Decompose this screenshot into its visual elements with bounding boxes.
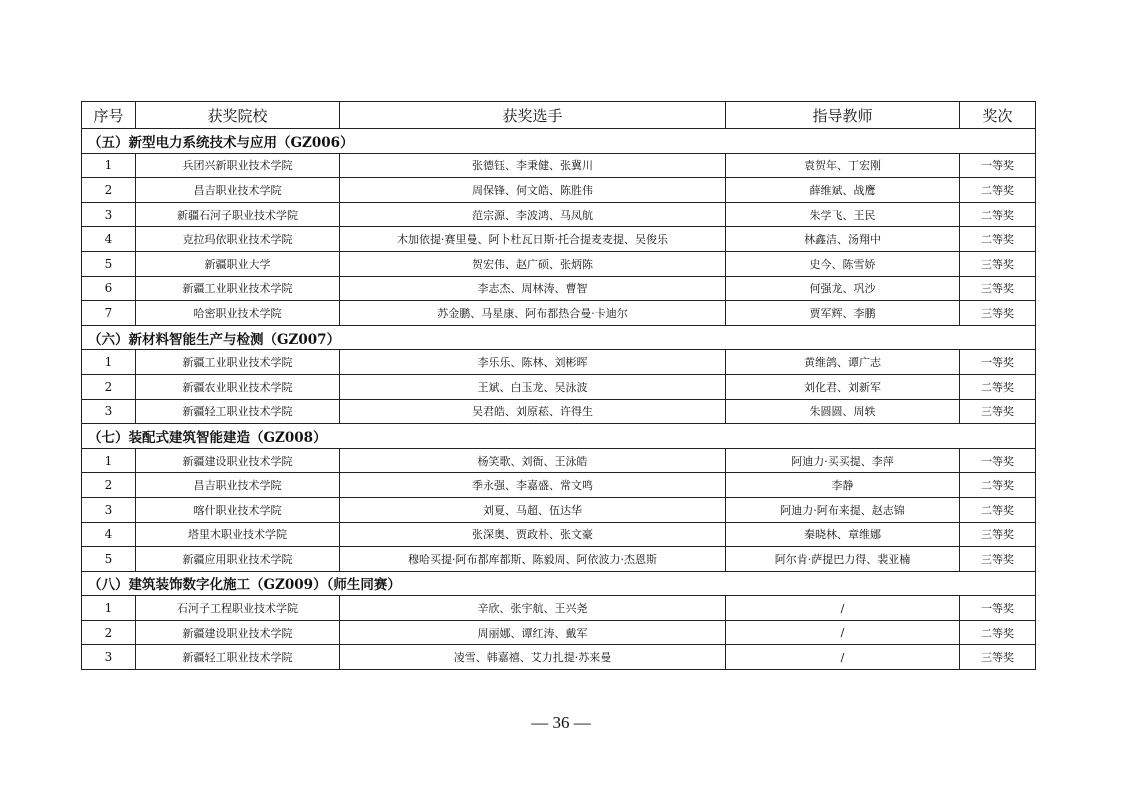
cell-award: 三等奖 xyxy=(960,522,1036,547)
cell-school: 新疆工业职业技术学院 xyxy=(136,276,340,301)
table-row xyxy=(82,374,1036,399)
cell-award: 二等奖 xyxy=(960,178,1036,203)
cell-award: 三等奖 xyxy=(960,251,1036,276)
cell-teachers: 阿迪力·阿布来提、赵志锦 xyxy=(726,497,960,522)
cell-seq: 4 xyxy=(82,227,136,252)
section-row xyxy=(82,571,1036,596)
cell-award: 三等奖 xyxy=(960,399,1036,424)
table-header-row xyxy=(82,102,1036,129)
cell-seq: 2 xyxy=(82,620,136,645)
table-row xyxy=(82,276,1036,301)
cell-school: 新疆建设职业技术学院 xyxy=(136,448,340,473)
cell-teachers: 刘化君、刘新军 xyxy=(726,374,960,399)
cell-school: 新疆石河子职业技术学院 xyxy=(136,202,340,227)
cell-school: 昌吉职业技术学院 xyxy=(136,178,340,203)
cell-award: 一等奖 xyxy=(960,448,1036,473)
cell-award: 三等奖 xyxy=(960,276,1036,301)
cell-school: 兵团兴新职业技术学院 xyxy=(136,153,340,178)
cell-award: 二等奖 xyxy=(960,227,1036,252)
section-row xyxy=(82,325,1036,350)
header-teachers: 指导教师 xyxy=(726,102,960,129)
cell-award: 一等奖 xyxy=(960,153,1036,178)
table-row xyxy=(82,153,1036,178)
cell-students: 张德钰、李秉健、张冀川 xyxy=(340,153,726,178)
cell-award: 三等奖 xyxy=(960,301,1036,326)
table-row xyxy=(82,448,1036,473)
cell-teachers: 阿迪力·买买提、李萍 xyxy=(726,448,960,473)
cell-seq: 2 xyxy=(82,473,136,498)
header-seq: 序号 xyxy=(82,102,136,129)
cell-seq: 5 xyxy=(82,251,136,276)
table-row xyxy=(82,399,1036,424)
table-row xyxy=(82,301,1036,326)
cell-school: 新疆农业职业技术学院 xyxy=(136,374,340,399)
cell-school: 新疆职业大学 xyxy=(136,251,340,276)
cell-teachers: / xyxy=(726,620,960,645)
cell-students: 凌雪、韩嘉禧、艾力扎提·苏来曼 xyxy=(340,645,726,670)
cell-award: 三等奖 xyxy=(960,645,1036,670)
table-row xyxy=(82,350,1036,375)
cell-students: 李志杰、周林涛、曹智 xyxy=(340,276,726,301)
cell-students: 周保锋、何文皓、陈胜伟 xyxy=(340,178,726,203)
cell-students: 杨笑歌、刘衙、王泳皓 xyxy=(340,448,726,473)
cell-award: 一等奖 xyxy=(960,596,1036,621)
cell-award: 三等奖 xyxy=(960,547,1036,572)
cell-school: 新疆工业职业技术学院 xyxy=(136,350,340,375)
table-row xyxy=(82,251,1036,276)
cell-teachers: 朱圆圆、周轶 xyxy=(726,399,960,424)
header-school: 获奖院校 xyxy=(136,102,340,129)
cell-seq: 1 xyxy=(82,448,136,473)
cell-seq: 1 xyxy=(82,153,136,178)
cell-seq: 2 xyxy=(82,178,136,203)
cell-seq: 3 xyxy=(82,399,136,424)
cell-school: 新疆轻工职业技术学院 xyxy=(136,645,340,670)
cell-teachers: 阿尔肯·萨提巴力得、裴亚楠 xyxy=(726,547,960,572)
cell-award: 一等奖 xyxy=(960,350,1036,375)
cell-school: 喀什职业技术学院 xyxy=(136,497,340,522)
section-title: （七）装配式建筑智能建造（GZ008） xyxy=(82,424,1036,449)
cell-school: 石河子工程职业技术学院 xyxy=(136,596,340,621)
cell-students: 周丽娜、谭红涛、戴军 xyxy=(340,620,726,645)
cell-students: 贺宏伟、赵广硕、张炳陈 xyxy=(340,251,726,276)
table-row xyxy=(82,522,1036,547)
cell-students: 吴君皓、刘原菘、许得生 xyxy=(340,399,726,424)
header-award: 奖次 xyxy=(960,102,1036,129)
table-body xyxy=(82,129,1036,670)
cell-school: 克拉玛依职业技术学院 xyxy=(136,227,340,252)
cell-teachers: / xyxy=(726,596,960,621)
cell-teachers: 何强龙、巩沙 xyxy=(726,276,960,301)
cell-teachers: 朱学飞、王民 xyxy=(726,202,960,227)
cell-teachers: 贾军辉、李鹏 xyxy=(726,301,960,326)
section-row xyxy=(82,129,1036,154)
cell-students: 穆哈买提·阿布都库都斯、陈毅周、阿依波力·杰恩斯 xyxy=(340,547,726,572)
cell-teachers: / xyxy=(726,645,960,670)
cell-teachers: 袁贺年、丁宏刚 xyxy=(726,153,960,178)
cell-students: 张深奥、贾政朴、张文豪 xyxy=(340,522,726,547)
section-title: （六）新材料智能生产与检测（GZ007） xyxy=(82,325,1036,350)
cell-school: 昌吉职业技术学院 xyxy=(136,473,340,498)
cell-seq: 2 xyxy=(82,374,136,399)
cell-seq: 5 xyxy=(82,547,136,572)
cell-school: 新疆应用职业技术学院 xyxy=(136,547,340,572)
cell-seq: 1 xyxy=(82,596,136,621)
cell-seq: 1 xyxy=(82,350,136,375)
section-title: （八）建筑装饰数字化施工（GZ009）（师生同赛） xyxy=(82,571,1036,596)
cell-students: 木加依提·赛里曼、阿卜杜瓦日斯·托合提麦麦提、吴俊乐 xyxy=(340,227,726,252)
cell-school: 哈密职业技术学院 xyxy=(136,301,340,326)
cell-school: 新疆轻工职业技术学院 xyxy=(136,399,340,424)
cell-award: 二等奖 xyxy=(960,374,1036,399)
page-number: — 36 — xyxy=(531,713,591,732)
table-row xyxy=(82,227,1036,252)
cell-teachers: 史今、陈雪娇 xyxy=(726,251,960,276)
cell-students: 辛欣、张宇航、王兴尧 xyxy=(340,596,726,621)
cell-seq: 7 xyxy=(82,301,136,326)
cell-teachers: 黄维鸽、谭广志 xyxy=(726,350,960,375)
cell-seq: 6 xyxy=(82,276,136,301)
cell-seq: 3 xyxy=(82,645,136,670)
table-row xyxy=(82,202,1036,227)
cell-award: 二等奖 xyxy=(960,497,1036,522)
table-row xyxy=(82,596,1036,621)
cell-students: 范宗源、李波鸿、马凤航 xyxy=(340,202,726,227)
section-row xyxy=(82,424,1036,449)
cell-students: 季永强、李嘉盛、常文鸣 xyxy=(340,473,726,498)
table-row xyxy=(82,620,1036,645)
cell-teachers: 薛维斌、战鹰 xyxy=(726,178,960,203)
cell-teachers: 林鑫洁、汤翔中 xyxy=(726,227,960,252)
header-students: 获奖选手 xyxy=(340,102,726,129)
cell-seq: 4 xyxy=(82,522,136,547)
table-row xyxy=(82,497,1036,522)
cell-students: 苏金鹏、马星康、阿布都热合曼·卡迪尔 xyxy=(340,301,726,326)
cell-award: 二等奖 xyxy=(960,202,1036,227)
table-row xyxy=(82,473,1036,498)
cell-seq: 3 xyxy=(82,497,136,522)
table-row xyxy=(82,547,1036,572)
cell-school: 新疆建设职业技术学院 xyxy=(136,620,340,645)
cell-school: 塔里木职业技术学院 xyxy=(136,522,340,547)
cell-teachers: 李静 xyxy=(726,473,960,498)
cell-students: 王斌、白玉龙、吴泳波 xyxy=(340,374,726,399)
cell-teachers: 秦晓林、章维娜 xyxy=(726,522,960,547)
table-row xyxy=(82,645,1036,670)
awards-table xyxy=(81,101,1036,670)
cell-award: 二等奖 xyxy=(960,473,1036,498)
cell-award: 二等奖 xyxy=(960,620,1036,645)
table-row xyxy=(82,178,1036,203)
section-title: （五）新型电力系统技术与应用（GZ006） xyxy=(82,129,1036,154)
cell-students: 李乐乐、陈林、刘彬晖 xyxy=(340,350,726,375)
cell-seq: 3 xyxy=(82,202,136,227)
cell-students: 刘夏、马超、伍达华 xyxy=(340,497,726,522)
